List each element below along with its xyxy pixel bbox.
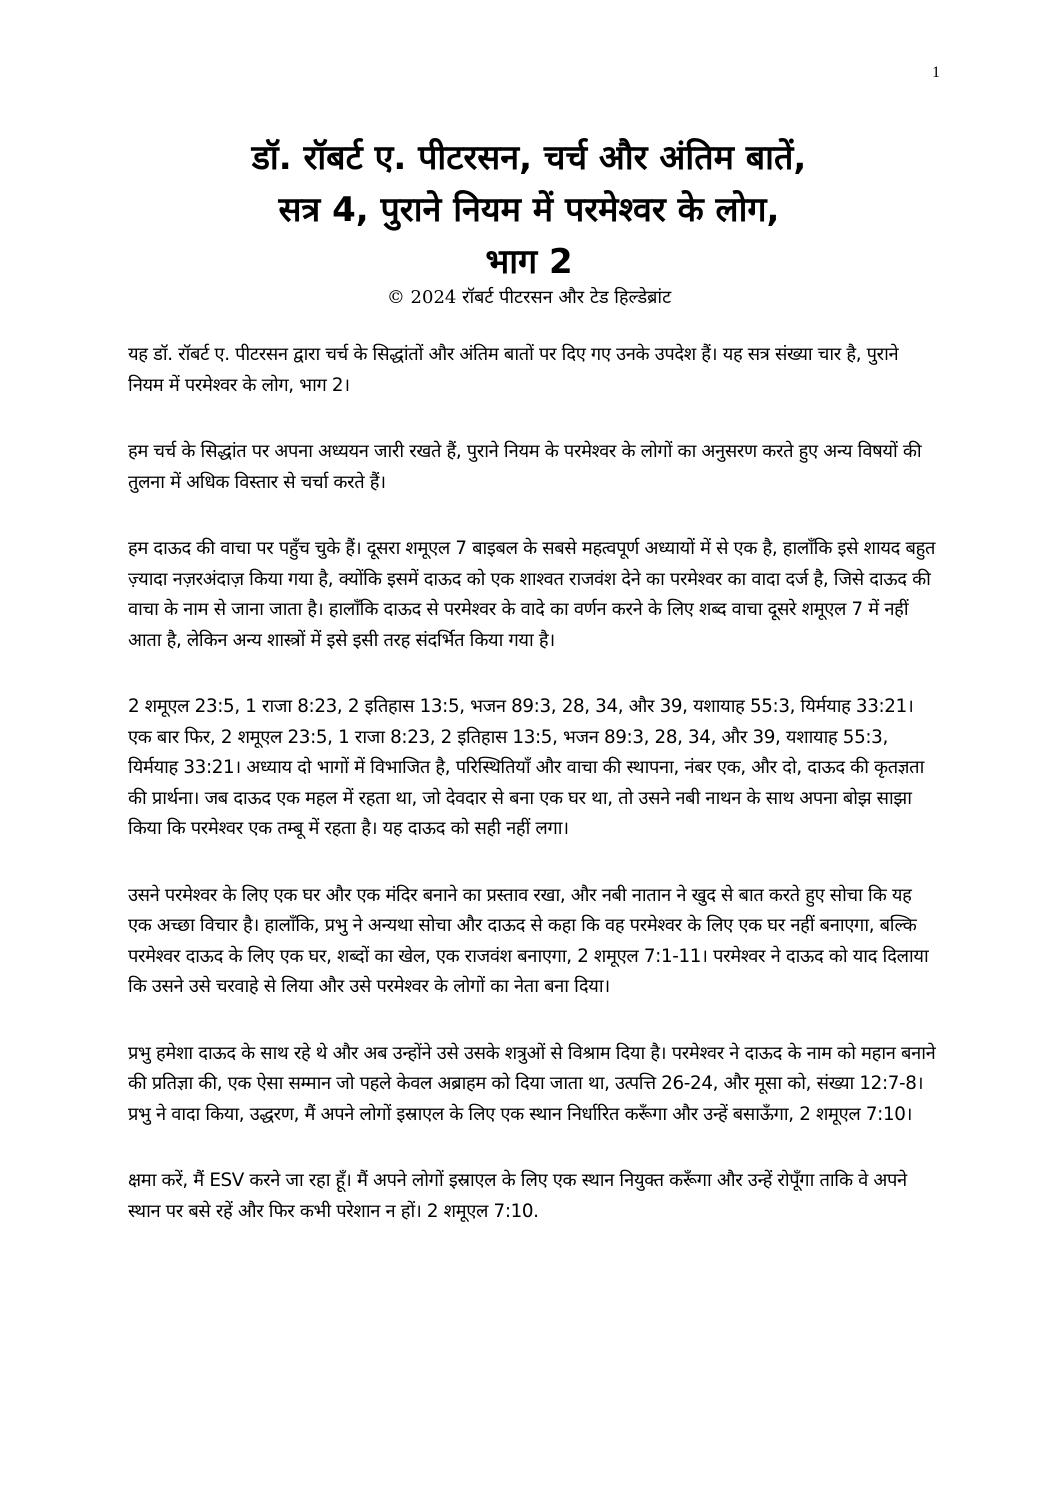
paragraph: हम दाऊद की वाचा पर पहुँच चुके हैं। दूसरा शमूएल 7 बाइबल के सबसे महत्वपूर्ण अध्यायों में से एक है, हालाँकि इसे शायद बहुत ज़्यादा नज़रअंदाज़ किया गया है, क्योंकि इसमें दाऊद को एक शाश्वत राजवंश देने का परमेश्वर का वादा दर्ज है, जिसे दाऊद की वाचा के नाम से जाना जाता है। हालाँकि दाऊद से परमेश्वर के वादे का वर्णन करने के लिए शब्द वाचा दूसरे शमूएल 7 में नहीं आता है, लेकिन अन्य शास्त्रों में इसे इसी तरह संदर्भित किया गया है। xyxy=(128,538,936,651)
paragraph: 2 शमूएल 23:5, 1 राजा 8:23, 2 इतिहास 13:5, भजन 89:3, 28, 34, और 39, यशायाह 55:3, यिर्मयाह 33:21। एक बार फिर, 2 शमूएल 23:5, 1 राजा 8:23, 2 इतिहास 13:5, भजन 89:3, 28, 34, और 39, यशायाह 55:3, यिर्मयाह 33:21। अध्याय दो भागों में विभाजित है, परिस्थितियाँ और वाचा की स्थापना, नंबर एक, और दो, दाऊद की कृतज्ञता की प्रार्थना। जब दाऊद एक महल में रहता था, जो देवदार से बना एक घर था, तो उसने नबी नाथन के साथ अपना बोझ साझा किया कि परमेश्वर एक तम्बू में रहता है। यह दाऊद को सही नहीं लगा। xyxy=(128,696,924,839)
paragraph: हम चर्च के सिद्धांत पर अपना अध्ययन जारी रखते हैं, पुराने नियम के परमेश्वर के लोगों का अनुसरण करते हुए अन्य विषयों की तुलना में अधिक विस्तार से चर्चा करते हैं। xyxy=(128,441,922,493)
paragraph: यह डॉ. रॉबर्ट ए. पीटरसन द्वारा चर्च के सिद्धांतों और अंतिम बातों पर दिए गए उनके उपदेश हैं। यह सत्र संख्या चार है, पुराने नियम में परमेश्वर के लोग, भाग 2। xyxy=(128,344,899,396)
page-number: 1 xyxy=(932,64,940,81)
paragraph: प्रभु हमेशा दाऊद के साथ रहे थे और अब उन्होंने उसे उसके शत्रुओं से विश्राम दिया है। परमेश्वर ने दाऊद के नाम को महान बनाने की प्रतिज्ञा की, एक ऐसा सम्मान जो पहले केवल अब्राहम को दिया जाता था, उत्पत्ति 26-24, और मूसा को, संख्या 12:7-8। प्रभु ने वादा किया, उद्धरण, मैं अपने लोगों इस्राएल के लिए एक स्थान निर्धारित करूँगा और उन्हें बसाऊँगा, 2 शमूएल 7:10। xyxy=(128,1042,936,1125)
paragraph: उसने परमेश्वर के लिए एक घर और एक मंदिर बनाने का प्रस्ताव रखा, और नबी नातान ने खुद से बात करते हुए सोचा कि यह एक अच्छा विचार है। हालाँकि, प्रभु ने अन्यथा सोचा और दाऊद से कहा कि वह परमेश्वर के लिए एक घर नहीं बनाएगा, बल्कि परमेश्वर दाऊद के लिए एक घर, शब्दों का खेल, एक राजवंश बनाएगा, 2 शमूएल 7:1-11। परमेश्वर ने दाऊद को याद दिलाया कि उसने उसे चरवाहे से लिया और उसे परमेश्वर के लोगों का नेता बना दिया। xyxy=(128,884,929,997)
title-line: सत्र 4, पुराने नियम में परमेश्वर के लोग, xyxy=(278,190,780,230)
transcript-body xyxy=(128,340,936,1263)
title-line: भाग 2 xyxy=(485,242,573,282)
paragraph: क्षमा करें, मैं ESV करने जा रहा हूँ। मैं अपने लोगों इस्राएल के लिए एक स्थान नियुक्त करूँगा और उन्हें रोपूँगा ताकि वे अपने स्थान पर बसे रहें और फिर कभी परेशान न हों। 2 शमूएल 7:10. xyxy=(128,1170,907,1222)
title-line: डॉ. रॉबर्ट ए. पीटरसन, चर्च और अंतिम बातें, xyxy=(251,138,807,178)
page-title xyxy=(0,132,1058,288)
copyright-line: © 2024 रॉबर्ट पीटरसन और टेड हिल्डेब्रांट xyxy=(386,287,672,308)
